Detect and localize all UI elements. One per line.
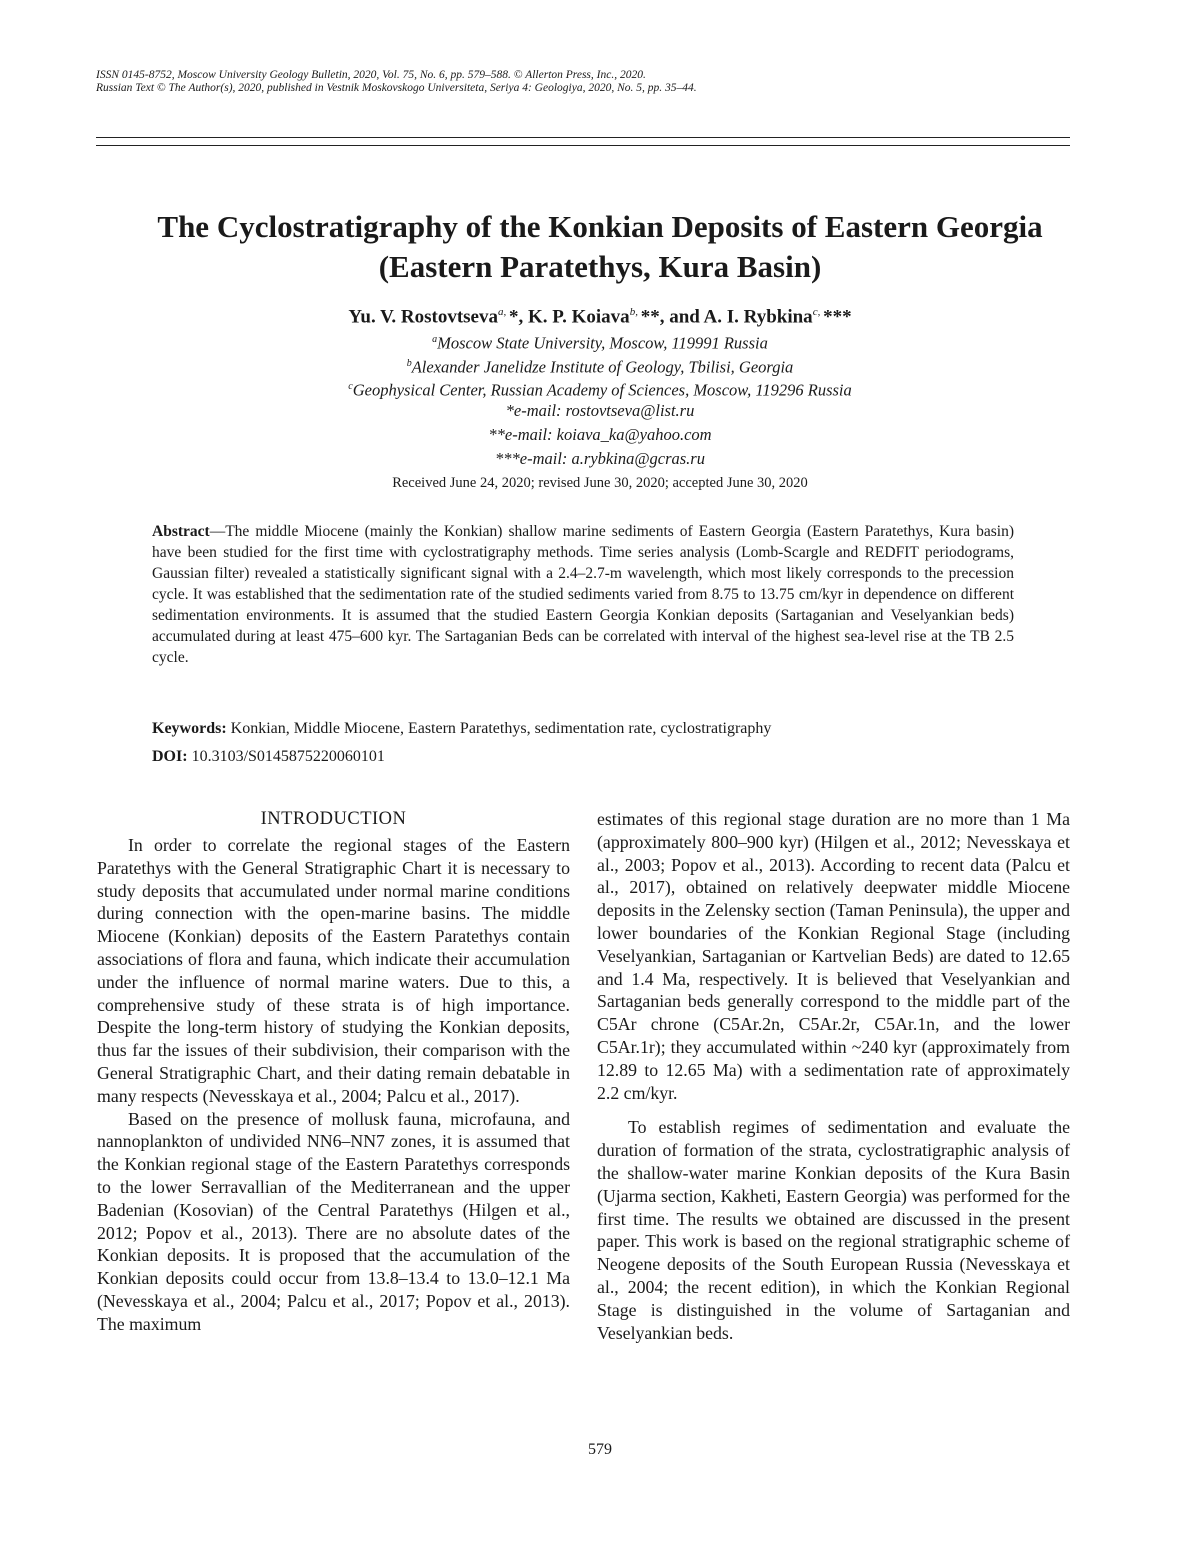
affiliation-text: Moscow State University, Moscow, 119991 Russia bbox=[437, 333, 768, 353]
section-heading-introduction: INTRODUCTION bbox=[260, 809, 407, 829]
article-title-line-2: (Eastern Paratethys, Kura Basin) bbox=[378, 249, 822, 284]
article-title-line-1: The Cyclostratigraphy of the Konkian Deposits of Eastern Georgia bbox=[157, 209, 1043, 244]
received-dates: Received June 24, 2020; revised June 30, 2020; accepted June 30, 2020 bbox=[392, 475, 808, 491]
author-name: A. I. Rybkina bbox=[703, 306, 813, 328]
author-email-mark: ** bbox=[640, 306, 660, 328]
author-separator: , bbox=[518, 306, 528, 328]
affiliation-b bbox=[60, 354, 1140, 378]
author-name: Yu. V. Rostovtseva bbox=[348, 306, 498, 328]
affiliation-mark: b bbox=[406, 358, 412, 369]
affiliation-c bbox=[60, 377, 1140, 401]
doi bbox=[152, 746, 1032, 767]
affiliation-text: Geophysical Center, Russian Academy of Sciences, Moscow, 119296 Russia bbox=[352, 380, 852, 400]
header-rule-top bbox=[96, 137, 1070, 138]
body-paragraph: Based on the presence of mollusk fauna, microfauna, and nannoplankton of undivided NN6–NN7 zones, it is assumed that the Konkian regional stage of the Eastern Paratethys corresponds to the lower Serravallian of the Mediterranean and the upper Badenian (Kosovian) of the Central Paratethys (Hilgen et al., 2012; Popov et al., 2013). There are no absolute dates of the Konkian deposits. It is proposed that the accumulation of the Konkian deposits could occur from 13.8–13.4 to 13.0–12.1 Ma (Nevesskaya et al., 2004; Palcu et al., 2017; Popov et al., 2013). The maximum bbox=[97, 1108, 570, 1334]
abstract-text: —The middle Miocene (mainly the Konkian) shallow marine sediments of Eastern Georgia (Eastern Paratethys, Kura basin) have been studied for the first time with cyclostratigraphy methods. Time series analysis (Lomb-Scargle and REDFIT periodograms, Gaussian filter) revealed a statistically significant signal with a 2.4–2.7-m wavelength, which most likely corresponds to the precession cycle. It was established that the sedimentation rate of the studied sediments varied from 8.75 to 13.75 cm/kyr in dependence on different sedimentation environments. It is assumed that the studied Eastern Georgia Konkian deposits (Sartaganian and Veselyankian beds) accumulated during at least 475–600 kyr. The Sartaganian Beds can be correlated with interval of the highest sea-level rise at the TB 2.5 cycle. bbox=[152, 523, 1014, 666]
doi-label: DOI: bbox=[152, 748, 188, 765]
doi-value[interactable]: 10.3103/S0145875220060101 bbox=[187, 748, 385, 765]
keywords-text: Konkian, Middle Miocene, Eastern Paratethys, sedimentation rate, cyclostratigraphy bbox=[226, 720, 772, 737]
affiliation-mark: c bbox=[348, 381, 353, 392]
author-affil-mark: a, bbox=[497, 306, 509, 318]
article-title bbox=[60, 207, 1140, 287]
author-affil-mark: b, bbox=[629, 306, 641, 318]
email-koiava[interactable]: **e-mail: koiava_ka@yahoo.com bbox=[488, 425, 712, 444]
email-rybkina[interactable]: ***e-mail: a.rybkina@gcras.ru bbox=[495, 449, 705, 468]
author-list bbox=[60, 300, 1140, 329]
author-affil-mark: c, bbox=[812, 306, 824, 318]
email-rostovtseva[interactable]: *e-mail: rostovtseva@list.ru bbox=[505, 401, 695, 420]
body-paragraph: estimates of this regional stage duration are no more than 1 Ma (approximately 800–900 kyr) (Hilgen et al., 2012; Nevesskaya et al., 2003; Popov et al., 2013). According to recent data (Palcu et al., 2017), obtained on relatively deepwater middle Miocene deposits in the Zelensky section (Taman Peninsula), the upper and lower boundaries of the Konkian Regional Stage (including Veselyankian, Sartaganian or Kartvelian Beds) are dated to 12.65 and 1.4 Ma, respectively. It is believed that Veselyankian and Sartaganian beds generally correspond to the middle part of the C5Ar chrone (C5Ar.2n, C5Ar.2r, C5Ar.1n, and the lower C5Ar.1r); they accumulated within ~240 kyr (approximately from 12.89 to 12.65 Ma) with a sedimentation rate of approximately 2.2 cm/kyr. bbox=[597, 809, 1070, 1103]
affiliation-mark: a bbox=[432, 334, 438, 345]
keywords-label: Keywords: bbox=[152, 720, 227, 737]
abstract bbox=[152, 521, 1014, 668]
author-separator: , and bbox=[659, 306, 704, 328]
right-column bbox=[597, 808, 1070, 1344]
author-name: K. P. Koiava bbox=[527, 306, 630, 328]
affiliation-a bbox=[60, 330, 1140, 354]
header-rule-bottom bbox=[96, 145, 1070, 146]
journal-citation-line-2: Russian Text © The Author(s), 2020, published in Vestnik Moskovskogo Universiteta, Seriya 4: Geologiya, 2020, No. 5, pp. 35–44. bbox=[96, 82, 697, 94]
abstract-label: Abstract bbox=[152, 523, 210, 540]
keywords bbox=[152, 718, 1032, 739]
body-paragraph: In order to correlate the regional stages of the Eastern Paratethys with the General Stratigraphic Chart it is necessary to study deposits that accumulated under normal marine conditions during connection with the open-marine basins. The middle Miocene (Konkian) deposits of the Eastern Paratethys contain associations of flora and fauna, which indicate their accumulation under the influence of normal marine waters. Due to this, a comprehensive study of these strata is of high importance. Despite the long-term history of studying the Konkian deposits, thus far the issues of their subdivision, their comparison with the General Stratigraphic Chart, and their dating remain debatable in many respects (Nevesskaya et al., 2004; Palcu et al., 2017). bbox=[97, 835, 570, 1106]
affiliation-text: Alexander Janelidze Institute of Geology, Tbilisi, Georgia bbox=[411, 357, 794, 377]
journal-citation-line-1: ISSN 0145-8752, Moscow University Geology Bulletin, 2020, Vol. 75, No. 6, pp. 579–588. © Allerton Press, Inc., 2020. bbox=[96, 69, 646, 81]
body-paragraph: To establish regimes of sedimentation and evaluate the duration of formation of the strata, cyclostratigraphic analysis of the shallow-water marine Konkian deposits of the Kura Basin (Ujarma section, Kakheti, Eastern Georgia) was performed for the first time. The results we obtained are discussed in the present paper. This work is based on the regional stratigraphic scheme of Neogene deposits of the South European Russia (Nevesskaya et al., 2004; the recent edition), in which the Konkian Regional Stage is distinguished in the volume of Sartaganian and Veselyankian beds. bbox=[597, 1117, 1070, 1343]
author-email-mark: * bbox=[508, 306, 519, 328]
page-number: 579 bbox=[588, 1441, 612, 1458]
left-column bbox=[97, 808, 570, 1336]
author-email-mark: *** bbox=[823, 306, 852, 328]
